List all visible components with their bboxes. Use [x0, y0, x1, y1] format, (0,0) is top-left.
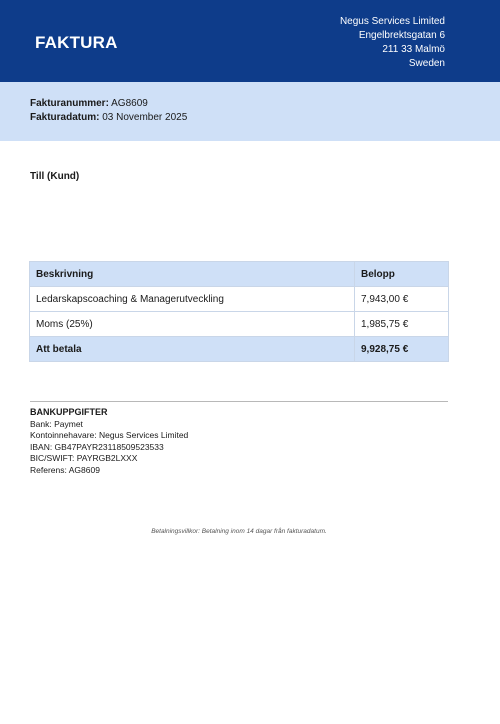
invoice-number-row — [30, 98, 148, 109]
invoice-date-row — [30, 112, 187, 123]
table-row — [30, 287, 449, 312]
payment-terms: Betalningsvillkor: Betalning inom 14 dagar från fakturadatum. — [151, 528, 327, 535]
bank-details-title: BANKUPPGIFTER — [30, 407, 108, 417]
bank-line: Referens: AG8609 — [30, 464, 100, 475]
company-name: Negus Services Limited — [339, 16, 445, 27]
company-city: 211 33 Malmö — [382, 44, 445, 55]
table-header-row — [30, 262, 449, 287]
invoice-meta — [0, 82, 500, 141]
company-address — [340, 15, 445, 71]
invoice-date-label: Fakturadatum: — [30, 112, 100, 123]
table-row — [30, 312, 449, 337]
bank-line: Kontoinnehavare: Negus Services Limited — [30, 430, 189, 440]
bank-details — [30, 407, 188, 476]
invoice-header — [0, 0, 500, 82]
invoice-date-value: 03 November 2025 — [102, 112, 188, 123]
customer-heading: Till (Kund) — [30, 171, 80, 182]
line-items-table — [29, 261, 449, 362]
document-title: FAKTURA — [35, 33, 118, 52]
column-header-amount: Belopp — [355, 262, 449, 287]
row-description: Moms (25%) — [30, 312, 355, 337]
total-amount: 9,928,75 € — [355, 337, 449, 362]
row-amount: 1,985,75 € — [355, 312, 449, 337]
invoice-number-value: AG8609 — [111, 98, 148, 109]
company-country: Sweden — [408, 58, 445, 69]
company-street: Engelbrektsgatan 6 — [358, 30, 445, 41]
bank-line: IBAN: GB47PAYR23118509523533 — [30, 441, 164, 452]
bank-line: BIC/SWIFT: PAYRGB2LXXX — [30, 453, 138, 463]
row-description: Ledarskapscoaching & Managerutveckling — [30, 287, 355, 312]
invoice-number-label: Fakturanummer: — [30, 98, 109, 109]
row-amount: 7,943,00 € — [355, 287, 449, 312]
total-label: Att betala — [30, 337, 355, 362]
section-divider — [30, 401, 448, 402]
total-row — [30, 337, 449, 362]
bank-line: Bank: Paymet — [30, 418, 83, 429]
column-header-description: Beskrivning — [30, 262, 355, 287]
